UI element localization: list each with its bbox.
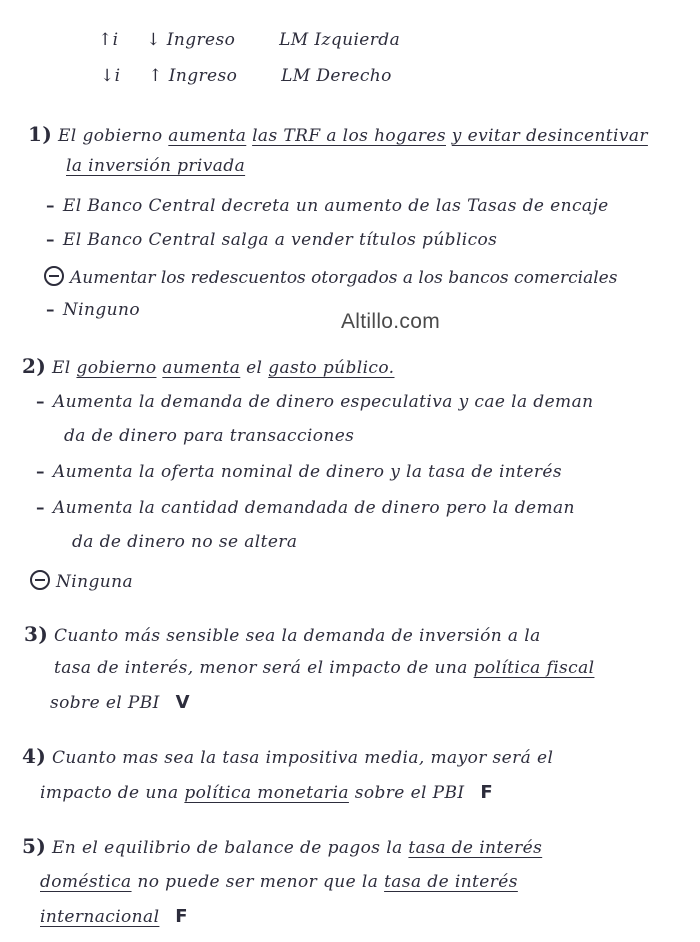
q2-option-3-line-1 [36, 498, 575, 518]
q5-text-2-mid: no puede ser menor que la [137, 872, 379, 892]
q3-text-3: sobre el PBI [50, 693, 160, 713]
q1-text-u4: la inversión privada [66, 156, 246, 176]
q4-text-2-pre: impacto de una [40, 783, 179, 803]
q5-text-1-pre: En el equilibrio de balance de pagos la [52, 838, 403, 858]
q1-text-u2: aumenta [168, 126, 247, 146]
q5-text-3-u: internacional [40, 907, 160, 927]
q2-line-1 [22, 354, 394, 378]
q2-option-3-text-2: da de dinero no se altera [72, 532, 298, 552]
q1-line-2 [66, 156, 245, 176]
selected-circle-icon [44, 266, 64, 286]
q3-line-2 [54, 658, 594, 678]
q4-line-2 [40, 782, 493, 803]
header-2-a: ↓i [100, 66, 121, 86]
q1-option-4-text: Ninguno [62, 300, 140, 320]
q1-text-u1: gobierno [82, 126, 163, 146]
q2-option-4-text: Ninguna [56, 572, 133, 592]
q4-text-1: Cuanto mas sea la tasa impositiva media, mayor será el [52, 748, 554, 768]
q2-option-2-text: Aumenta la oferta nominal de dinero y la tasa de interés [52, 462, 562, 482]
q5-text-2-u2: tasa de interés [384, 872, 518, 892]
q3-line-3 [50, 692, 190, 713]
q1-line-1 [28, 122, 648, 146]
q3-line-1 [24, 622, 541, 646]
q3-text-2-u: política fiscal [473, 658, 595, 678]
q2-option-1-line-1 [36, 392, 593, 412]
q1-option-2-text: El Banco Central salga a vender títulos públicos [62, 230, 498, 250]
q5-text-2-u: doméstica [40, 872, 132, 892]
q1-text-u3: y evitar desincentivar [451, 126, 648, 146]
q1-option-1 [46, 196, 609, 216]
q2-option-3-text-1: Aumenta la cantidad demandada de dinero pero la deman [52, 498, 575, 518]
q1-option-4 [46, 300, 140, 320]
q3-text-2-pre: tasa de interés, menor será el impacto de una [54, 658, 468, 678]
q2-option-3-dash: – [36, 498, 45, 518]
q2-option-3-line-2 [72, 532, 297, 552]
q2-option-2-dash: – [36, 462, 45, 482]
q2-option-2 [36, 462, 562, 482]
q2-option-4 [30, 570, 133, 592]
q4-line-1 [22, 744, 553, 768]
q4-text-2-post: sobre el PBI [354, 783, 465, 803]
q2-option-1-line-2 [64, 426, 354, 446]
q2-text-u3: gasto público. [268, 358, 395, 378]
q1-number: 1) [28, 122, 53, 146]
q4-text-2-u: política monetaria [184, 783, 349, 803]
header-2-c: LM Derecho [281, 66, 392, 86]
q1-option-1-text: El Banco Central decreta un aumento de las Tasas de encaje [62, 196, 609, 216]
q5-text-1-u: tasa de interés [408, 838, 543, 858]
selected-circle-icon [30, 570, 50, 590]
q5-answer: F [175, 906, 188, 927]
header-1-c: LM Izquierda [279, 30, 401, 50]
q5-line-3 [40, 906, 188, 927]
q1-text-pre: El [58, 126, 77, 146]
q1-option-2 [46, 230, 497, 250]
q2-text-pre: El [52, 358, 71, 378]
q2-text-mid: el [246, 358, 263, 378]
q2-text-u1: gobierno [76, 358, 157, 378]
q5-line-1 [22, 834, 542, 858]
header-1-b: ↓ Ingreso [146, 30, 236, 50]
q2-option-1-text-1: Aumenta la demanda de dinero especulativa y cae la deman [52, 392, 594, 412]
q2-option-1-text-2: da de dinero para transacciones [64, 426, 355, 446]
q1-option-3-text: Aumentar los redescuentos otorgados a los bancos comerciales [70, 268, 618, 288]
q3-text-1: Cuanto más sensible sea la demanda de inversión a la [54, 626, 541, 646]
q5-line-2 [40, 872, 518, 892]
watermark: Altillo.com [341, 310, 440, 333]
q4-number: 4) [22, 744, 47, 768]
q1-option-2-dash: – [46, 230, 55, 250]
q1-option-1-dash: – [46, 196, 55, 216]
q2-number: 2) [22, 354, 47, 378]
q5-number: 5) [22, 834, 47, 858]
q1-option-4-dash: – [46, 300, 55, 320]
q4-answer: F [480, 782, 494, 803]
q2-text-u2: aumenta [162, 358, 241, 378]
q3-answer: V [175, 692, 190, 713]
header-line-2 [100, 66, 392, 86]
header-line-1 [98, 30, 400, 50]
q1-text-mid: las TRF a los hogares [252, 126, 446, 146]
q2-option-1-dash: – [36, 392, 45, 412]
q1-option-3 [44, 266, 617, 288]
header-2-b: ↑ Ingreso [148, 66, 238, 86]
header-1-a: ↑i [98, 30, 119, 50]
q3-number: 3) [24, 622, 49, 646]
